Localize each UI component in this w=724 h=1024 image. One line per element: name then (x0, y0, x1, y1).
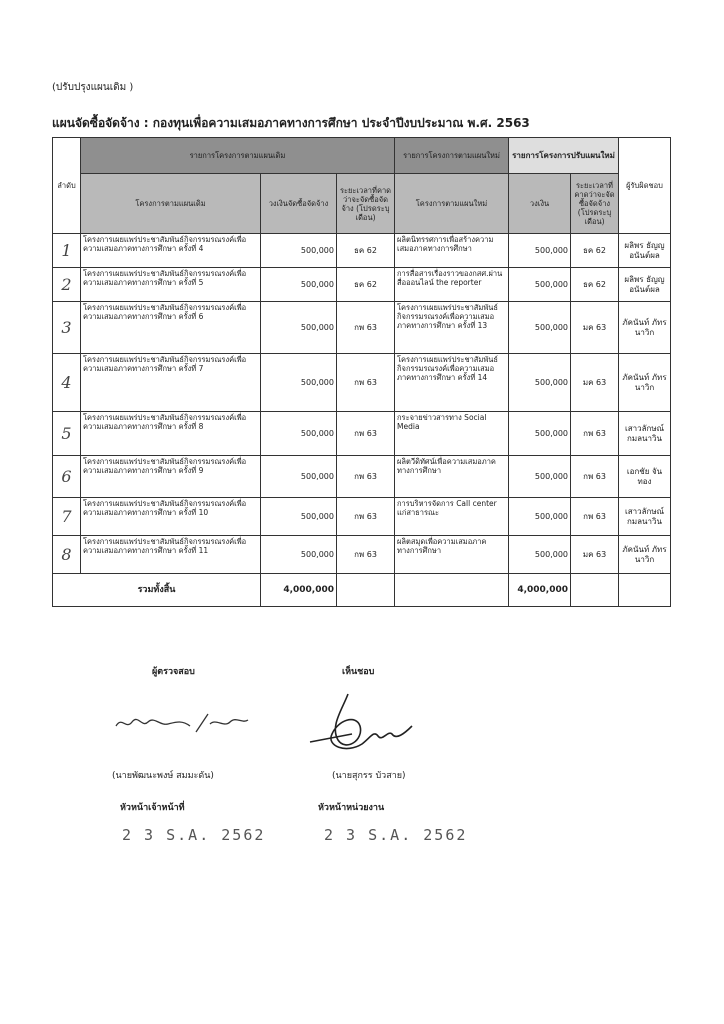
table-row (53, 498, 671, 536)
original-project-cell: โครงการเผยแพร่ประชาสัมพันธ์กิจกรรมรณรงค์เพื่อความเสมอภาคทางการศึกษา ครั้งที่ 4 (81, 234, 261, 268)
original-period-cell: กพ 63 (337, 536, 395, 574)
original-period-cell: ธค 62 (337, 268, 395, 302)
original-budget-cell: 500,000 (261, 412, 337, 456)
new-budget-cell: 500,000 (509, 412, 571, 456)
row-number: 4 (53, 354, 81, 412)
original-period-cell: กพ 63 (337, 412, 395, 456)
new-project-cell: การบริหารจัดการ Call center แก่สาธารณะ (395, 498, 509, 536)
checker-title: หัวหน้าเจ้าหน้าที่ (120, 803, 185, 813)
owner-cell: ภัคนันท์ ภัทรนาวิก (619, 354, 671, 412)
total-empty-cell (571, 574, 619, 607)
new-period-cell: มค 63 (571, 302, 619, 354)
total-empty-cell (337, 574, 395, 607)
proposer-label: เห็นชอบ (342, 667, 375, 677)
new-period-cell: ธค 62 (571, 234, 619, 268)
original-period-cell: กพ 63 (337, 302, 395, 354)
row-number: 3 (53, 302, 81, 354)
new-budget-cell: 500,000 (509, 354, 571, 412)
revision-note: (ปรับปรุงแผนเดิม ) (52, 82, 134, 93)
new-budget-cell: 500,000 (509, 456, 571, 498)
proposer-name: (นายสุกรร บัวสาย) (332, 771, 406, 781)
original-project-cell: โครงการเผยแพร่ประชาสัมพันธ์กิจกรรมรณรงค์เพื่อความเสมอภาคทางการศึกษา ครั้งที่ 8 (81, 412, 261, 456)
header-no: ลำดับ (53, 138, 81, 234)
new-project-cell: ผลิตสมุดเพื่อความเสมอภาคทางการศึกษา (395, 536, 509, 574)
header-new-period: ระยะเวลาที่คาดว่าจะจัดซื้อจัดจ้าง (โปรดระบุเดือน) (571, 174, 619, 234)
proposer-date-stamp: 2 3 S.A. 2562 (324, 826, 468, 844)
new-period-cell: กพ 63 (571, 498, 619, 536)
checker-signature-icon (112, 706, 252, 736)
original-budget-cell: 500,000 (261, 354, 337, 412)
original-period-cell: กพ 63 (337, 354, 395, 412)
header-new-group: รายการโครงการตามแผนใหม่ (395, 138, 509, 174)
new-period-cell: กพ 63 (571, 412, 619, 456)
owner-cell: ภัคนันท์ ภัทรนาวิก (619, 302, 671, 354)
original-project-cell: โครงการเผยแพร่ประชาสัมพันธ์กิจกรรมรณรงค์เพื่อความเสมอภาคทางการศึกษา ครั้งที่ 9 (81, 456, 261, 498)
table-row (53, 268, 671, 302)
header-original-project: โครงการตามแผนเดิม (81, 174, 261, 234)
new-project-cell: โครงการเผยแพร่ประชาสัมพันธ์กิจกรรมรณรงค์เพื่อความเสมอภาคทางการศึกษา ครั้งที่ 14 (395, 354, 509, 412)
owner-cell: เสาวลักษณ์ กมลนาวิน (619, 412, 671, 456)
original-budget-cell: 500,000 (261, 302, 337, 354)
row-number: 6 (53, 456, 81, 498)
checker-label: ผู้ตรวจสอบ (152, 667, 195, 677)
table-row (53, 536, 671, 574)
document-title: แผนจัดซื้อจัดจ้าง : กองทุนเพื่อความเสมอภาคทางการศึกษา ประจำปีงบประมาณ พ.ศ. 2563 (52, 116, 530, 130)
new-project-cell: ผลิตวีดิทัศน์เพื่อความเสมอภาคทางการศึกษา (395, 456, 509, 498)
owner-cell: ภัคนันท์ ภัทรนาวิก (619, 536, 671, 574)
owner-cell: ผลิพร ธัญญอนันต์ผล (619, 268, 671, 302)
new-period-cell: มค 63 (571, 354, 619, 412)
checker-name: (นายพัฒนะพงษ์ สมมะดัน) (112, 771, 214, 781)
row-number: 1 (53, 234, 81, 268)
header-original-budget: วงเงินจัดซื้อจัดจ้าง (261, 174, 337, 234)
checker-date-stamp: 2 3 S.A. 2562 (122, 826, 266, 844)
original-budget-cell: 500,000 (261, 456, 337, 498)
total-empty-cell (395, 574, 509, 607)
new-budget-cell: 500,000 (509, 234, 571, 268)
total-original-budget: 4,000,000 (261, 574, 337, 607)
proposer-signature-icon (308, 690, 418, 760)
owner-cell: ผลิพร ธัญญอนันต์ผล (619, 234, 671, 268)
procurement-table (52, 137, 671, 607)
original-project-cell: โครงการเผยแพร่ประชาสัมพันธ์กิจกรรมรณรงค์เพื่อความเสมอภาคทางการศึกษา ครั้งที่ 5 (81, 268, 261, 302)
total-label: รวมทั้งสิ้น (53, 574, 261, 607)
original-project-cell: โครงการเผยแพร่ประชาสัมพันธ์กิจกรรมรณรงค์เพื่อความเสมอภาคทางการศึกษา ครั้งที่ 6 (81, 302, 261, 354)
new-project-cell: กระจายข่าวสารทาง Social Media (395, 412, 509, 456)
table-row (53, 234, 671, 268)
new-period-cell: ธค 62 (571, 268, 619, 302)
new-project-cell: โครงการเผยแพร่ประชาสัมพันธ์กิจกรรมรณรงค์เพื่อความเสมอภาคทางการศึกษา ครั้งที่ 13 (395, 302, 509, 354)
table-row (53, 354, 671, 412)
new-project-cell: ผลิตนิทรรศการเพื่อสร้างความเสมอภาคทางการศึกษา (395, 234, 509, 268)
original-project-cell: โครงการเผยแพร่ประชาสัมพันธ์กิจกรรมรณรงค์เพื่อความเสมอภาคทางการศึกษา ครั้งที่ 7 (81, 354, 261, 412)
original-budget-cell: 500,000 (261, 234, 337, 268)
header-new-budget: วงเงิน (509, 174, 571, 234)
original-budget-cell: 500,000 (261, 268, 337, 302)
new-budget-cell: 500,000 (509, 498, 571, 536)
row-number: 7 (53, 498, 81, 536)
table-row (53, 456, 671, 498)
total-new-budget: 4,000,000 (509, 574, 571, 607)
table-row (53, 302, 671, 354)
new-budget-cell: 500,000 (509, 536, 571, 574)
total-row (53, 574, 671, 607)
original-period-cell: กพ 63 (337, 498, 395, 536)
owner-cell: เสาวลักษณ์ กมลนาวิน (619, 498, 671, 536)
header-original-group: รายการโครงการตามแผนเดิม (81, 138, 395, 174)
original-project-cell: โครงการเผยแพร่ประชาสัมพันธ์กิจกรรมรณรงค์เพื่อความเสมอภาคทางการศึกษา ครั้งที่ 10 (81, 498, 261, 536)
owner-cell: เอกชัย จันทอง (619, 456, 671, 498)
original-period-cell: กพ 63 (337, 456, 395, 498)
row-number: 8 (53, 536, 81, 574)
new-budget-cell: 500,000 (509, 302, 571, 354)
original-project-cell: โครงการเผยแพร่ประชาสัมพันธ์กิจกรรมรณรงค์เพื่อความเสมอภาคทางการศึกษา ครั้งที่ 11 (81, 536, 261, 574)
header-owner: ผู้รับผิดชอบ (619, 138, 671, 234)
table-row (53, 412, 671, 456)
original-budget-cell: 500,000 (261, 536, 337, 574)
row-number: 2 (53, 268, 81, 302)
header-revised-group: รายการโครงการปรับแผนใหม่ (509, 138, 619, 174)
original-budget-cell: 500,000 (261, 498, 337, 536)
header-original-period: ระยะเวลาที่คาดว่าจะจัดซื้อจัดจ้าง (โปรดระบุเดือน) (337, 174, 395, 234)
header-new-project: โครงการตามแผนใหม่ (395, 174, 509, 234)
total-empty-cell (619, 574, 671, 607)
proposer-title: หัวหน้าหน่วยงาน (318, 803, 385, 813)
new-project-cell: การสื่อสารเรื่องราวของกสศ.ผ่านสื่อออนไลน์ the reporter (395, 268, 509, 302)
row-number: 5 (53, 412, 81, 456)
new-period-cell: กพ 63 (571, 456, 619, 498)
new-budget-cell: 500,000 (509, 268, 571, 302)
new-period-cell: มค 63 (571, 536, 619, 574)
original-period-cell: ธค 62 (337, 234, 395, 268)
